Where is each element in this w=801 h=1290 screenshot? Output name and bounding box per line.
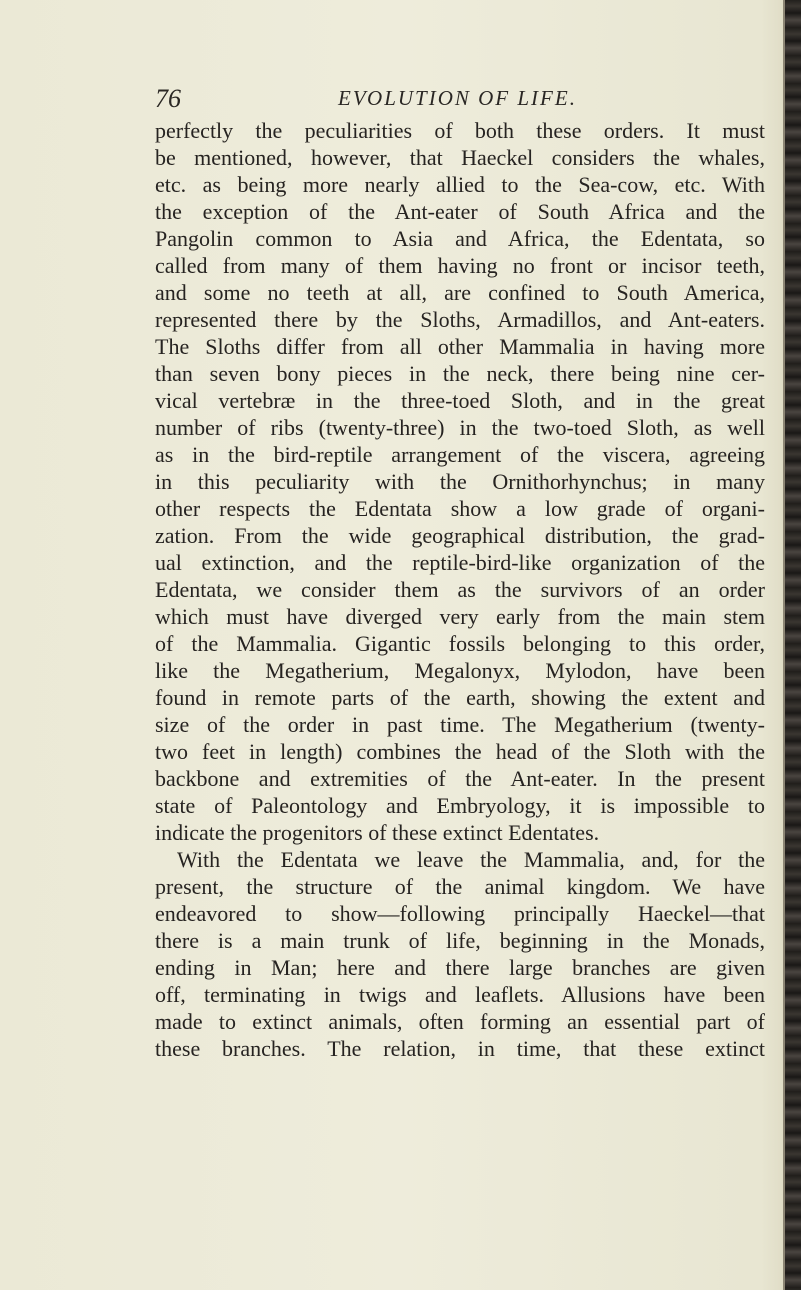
text-line: vical vertebræ in the three-toed Sloth, and in the great xyxy=(155,388,765,413)
text-line: as in the bird-reptile arrangement of the viscera, agreeing xyxy=(155,442,765,467)
text-line: ual extinction, and the reptile-bird-like organization of the xyxy=(155,550,765,575)
book-page-edge xyxy=(783,0,801,1290)
text-line: like the Megatherium, Megalonyx, Mylodon, have been xyxy=(155,658,765,683)
text-line: which must have diverged very early from the main stem xyxy=(155,604,765,629)
text-line: perfectly the peculiarities of both these orders. It must xyxy=(155,118,765,143)
text-line: there is a main trunk of life, beginning in the Monads, xyxy=(155,928,765,953)
text-line: indicate the progenitors of these extinct Edentates. xyxy=(155,820,600,845)
text-line: off, terminating in twigs and leaflets. Allusions have been xyxy=(155,982,765,1007)
text-line: endeavored to show—following principally Haeckel—that xyxy=(155,901,765,926)
text-line: in this peculiarity with the Ornithorhynchus; in many xyxy=(155,469,765,494)
page-number: 76 xyxy=(155,84,181,113)
text-line: called from many of them having no front or incisor teeth, xyxy=(155,253,765,278)
text-line: backbone and extremities of the Ant-eater. In the present xyxy=(155,766,765,791)
text-line: represented there by the Sloths, Armadillos, and Ant-eaters. xyxy=(155,307,765,332)
text-line: The Sloths differ from all other Mammalia in having more xyxy=(155,334,765,359)
text-line: Pangolin common to Asia and Africa, the Edentata, so xyxy=(155,226,765,251)
page-header xyxy=(155,84,615,118)
body-text xyxy=(155,117,765,1062)
text-line: of the Mammalia. Gigantic fossils belonging to this order, xyxy=(155,631,765,656)
text-line: than seven bony pieces in the neck, there being nine cer- xyxy=(155,361,765,386)
text-line: etc. as being more nearly allied to the Sea-cow, etc. With xyxy=(155,172,765,197)
text-line: two feet in length) combines the head of the Sloth with the xyxy=(155,739,765,764)
running-title: EVOLUTION OF LIFE. xyxy=(338,86,577,110)
text-line: present, the structure of the animal kingdom. We have xyxy=(155,874,765,899)
text-line: number of ribs (twenty-three) in the two-toed Sloth, as well xyxy=(155,415,765,440)
text-line: zation. From the wide geographical distribution, the grad- xyxy=(155,523,765,548)
text-line: state of Paleontology and Embryology, it is impossible to xyxy=(155,793,765,818)
text-line: With the Edentata we leave the Mammalia, and, for the xyxy=(177,847,765,872)
text-line: ending in Man; here and there large branches are given xyxy=(155,955,765,980)
text-line: these branches. The relation, in time, that these extinct xyxy=(155,1036,765,1061)
text-line: made to extinct animals, often forming an essential part of xyxy=(155,1009,765,1034)
text-line: be mentioned, however, that Haeckel considers the whales, xyxy=(155,145,765,170)
text-line: Edentata, we consider them as the survivors of an order xyxy=(155,577,765,602)
text-line: and some no teeth at all, are confined to South America, xyxy=(155,280,765,305)
text-line: found in remote parts of the earth, showing the extent and xyxy=(155,685,765,710)
text-line: size of the order in past time. The Megatherium (twenty- xyxy=(155,712,765,737)
text-line: the exception of the Ant-eater of South Africa and the xyxy=(155,199,765,224)
text-line: other respects the Edentata show a low grade of organi- xyxy=(155,496,765,521)
